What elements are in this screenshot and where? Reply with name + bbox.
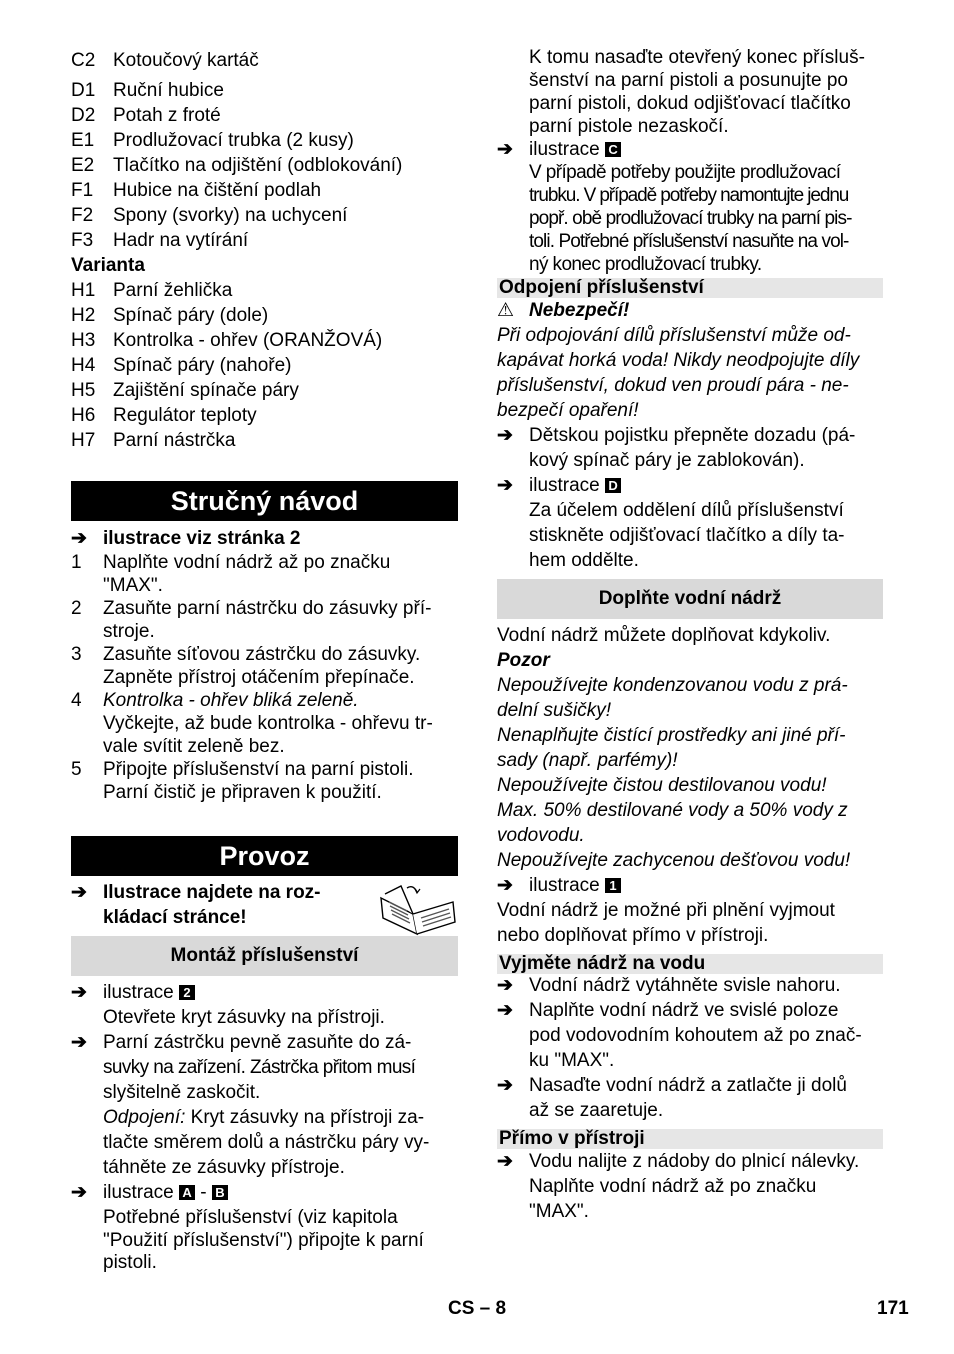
arrow-icon: ➔ [71,1032,87,1053]
variant-code: H7 [71,430,96,451]
variant-list-item [71,378,458,403]
arrow-icon: ➔ [71,882,87,903]
parts-list-item [71,228,458,253]
step-number: 4 [71,690,82,711]
illustration-a-icon: A [179,1185,195,1200]
caution-label: Pozor [497,650,550,671]
step-text: Kontrolka - ohřev bliká zeleně. [103,690,359,711]
operation-ref-2: kládací stránce! [103,907,247,928]
part-label: Prodlužovací trubka (2 kusy) [113,130,354,151]
step-number: 1 [71,552,82,573]
variant-list-item [71,353,458,378]
operation-heading: Provoz [71,836,458,876]
quick-guide-heading: Stručný návod [71,481,458,521]
illustration-c-icon: C [605,142,621,157]
arrow-icon: ➔ [71,982,87,1003]
part-code: E1 [71,130,95,151]
variant-label: Parní nástrčka [113,430,236,451]
variant-list-item [71,328,458,353]
quick-guide-step [71,574,458,597]
step-text: "MAX". [103,575,163,596]
remove-tank-heading: Vyjměte nádrž na vodu [497,954,883,974]
danger-label: ⚠ Nebezpečí! [497,300,630,321]
caution-line: sady (např. parfémy)! [497,750,678,771]
arrow-icon: ➔ [497,425,513,446]
variant-heading: Varianta [71,255,145,276]
step-text: Naplňte vodní nádrž až po značku [103,552,391,573]
operation-ref-1: ➔ Ilustrace najdete na roz- [71,882,321,903]
variant-label: Spínač páry (dole) [113,305,269,326]
arrow-icon: ➔ [497,1151,513,1172]
variant-code: H4 [71,355,96,376]
step-text: Zasuňte parní nástrčku do zásuvky pří- [103,598,432,619]
quick-guide-step [71,643,458,666]
caution-line: Nenaplňujte čistící prostředky ani jiné pří- [497,725,846,746]
illustration-b-icon: B [212,1185,228,1200]
quick-guide-step [71,597,458,620]
parts-list-item [71,78,458,103]
arrow-icon: ➔ [497,139,513,160]
caution-line: delní sušičky! [497,700,612,721]
quick-guide-step [71,551,458,574]
step-text: Parní čistič je připraven k použití. [103,782,382,803]
part-label: Spony (svorky) na uchycení [113,205,348,226]
quick-guide-step [71,735,458,758]
variant-label: Spínač páry (nahoře) [113,355,292,376]
caution-line: Nepoužívejte zachycenou dešťovou vodu! [497,850,851,871]
arrow-icon: ➔ [71,1182,87,1203]
variant-code: H2 [71,305,96,326]
variant-label: Zajištění spínače páry [113,380,299,401]
parts-list-item [71,203,458,228]
arrow-icon: ➔ [497,475,513,496]
variant-label: Parní žehlička [113,280,233,301]
arrow-icon: ➔ [497,975,513,996]
caution-line: Max. 50% destilované vody a 50% vody z [497,800,848,821]
quick-guide-step [71,712,458,735]
illustration-1-icon: 1 [605,878,621,893]
part-code: C2 [71,50,96,71]
disconnect-heading: Odpojení příslušenství [497,278,883,298]
variant-list-item [71,303,458,328]
parts-list-item [71,178,458,203]
arrow-icon: ➔ [497,1000,513,1021]
step-number: 2 [71,598,82,619]
parts-list-item [71,128,458,153]
arrow-icon: ➔ [497,1075,513,1096]
step-text: Zasuňte síťovou zástrčku do zásuvky. [103,644,421,665]
part-label: Tlačítko na odjištění (odblokování) [113,155,403,176]
mounting-plug-text: ➔ Parní zástrčku pevně zasuňte do zá- [71,1032,412,1053]
variant-code: H3 [71,330,96,351]
caution-line: vodovodu. [497,825,585,846]
arrow-icon: ➔ [497,875,513,896]
part-code: F3 [71,230,94,251]
step-text: Připojte příslušenství na parní pistoli. [103,759,414,780]
parts-list-item [71,103,458,128]
step-text: Vyčkejte, až bude kontrolka - ohřevu tr- [103,713,433,734]
caution-line: Nepoužívejte čistou destilovanou vodu! [497,775,827,796]
variant-label: Regulátor teploty [113,405,257,426]
part-label: Kotoučový kartáč [113,50,259,71]
variant-list-item [71,403,458,428]
quick-guide-step [71,758,458,781]
quick-guide-step [71,689,458,712]
part-label: Potah z froté [113,105,221,126]
arrow-icon: ➔ [71,528,87,549]
open-book-icon [377,884,459,936]
illustration-1-ref: ➔ ilustrace 1 [497,873,883,898]
part-label: Ruční hubice [113,80,224,101]
illustration-d-icon: D [605,478,621,493]
mounting-illustration-2: ➔ ilustrace 2 [71,980,458,1005]
part-label: Hubice na čištění podlah [113,180,322,201]
parts-list-item [71,48,458,73]
part-code: F2 [71,205,94,226]
quick-guide-step [71,781,458,804]
step-number: 3 [71,644,82,665]
variant-code: H1 [71,280,96,301]
step-text: Zapněte přístroj otáčením přepínače. [103,667,415,688]
step-number: 5 [71,759,82,780]
quick-guide-ref: ➔ ilustrace viz stránka 2 [71,528,301,549]
illustration-d-ref: ➔ ilustrace D [497,473,883,498]
part-label: Hadr na vytírání [113,230,249,251]
accessory-mounting-heading: Montáž příslušenství [71,936,458,976]
variant-code: H5 [71,380,96,401]
step-text: vale svítit zeleně bez. [103,736,285,757]
part-code: F1 [71,180,94,201]
part-code: D1 [71,80,96,101]
step-text: stroje. [103,621,155,642]
direct-heading: Přímo v přístroji [497,1129,883,1149]
illustration-2-icon: 2 [179,985,195,1000]
fill-tank-heading: Doplňte vodní nádrž [497,579,883,619]
parts-list-item [71,153,458,178]
variant-code: H6 [71,405,96,426]
page-number: 171 [877,1298,909,1319]
part-code: D2 [71,105,96,126]
mounting-illustration-a-b: ➔ ilustrace A - B [71,1180,458,1205]
variant-list-item [71,428,458,453]
variant-label: Kontrolka - ohřev (ORANŽOVÁ) [113,330,383,351]
footer-section: CS – 8 [448,1298,507,1319]
caution-line: Nepoužívejte kondenzovanou vodu z prá- [497,675,848,696]
detach-text: Odpojení: Kryt zásuvky na přístroji za- [103,1107,425,1128]
illustration-c-ref: ➔ ilustrace C [497,137,883,162]
quick-guide-step [71,666,458,689]
quick-guide-step [71,620,458,643]
part-code: E2 [71,155,95,176]
warning-icon: ⚠ [497,300,515,321]
variant-list-item [71,278,458,303]
